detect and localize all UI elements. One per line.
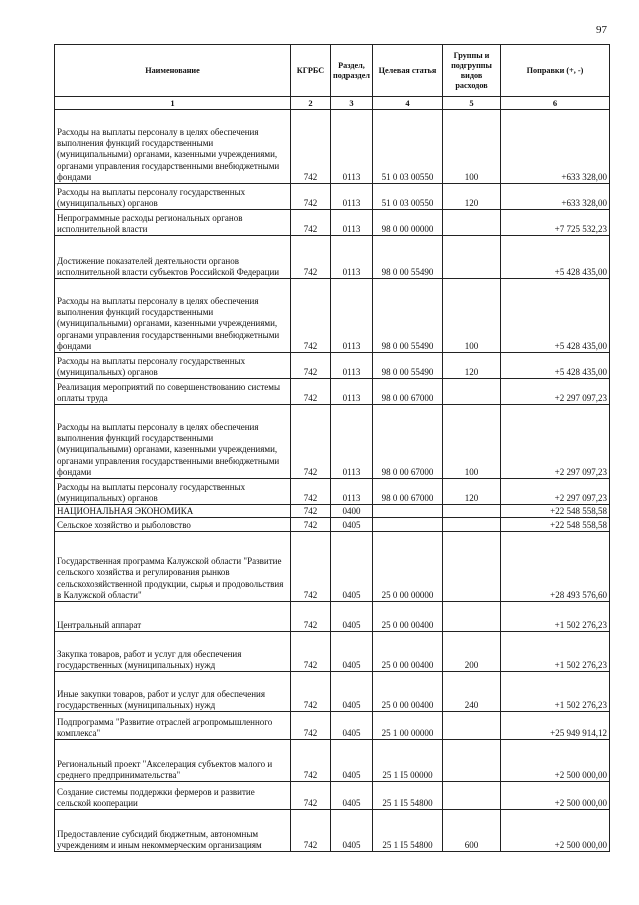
row-section: 0405 bbox=[331, 632, 373, 672]
row-group: 240 bbox=[443, 672, 501, 712]
row-section: 0405 bbox=[331, 782, 373, 810]
row-section: 0405 bbox=[331, 672, 373, 712]
col-number: 3 bbox=[331, 97, 373, 110]
row-target: 25 1 I5 54800 bbox=[373, 810, 443, 852]
row-name: Сельское хозяйство и рыболовство bbox=[55, 518, 291, 532]
col-header-changes: Поправки (+, -) bbox=[501, 45, 610, 97]
row-target bbox=[373, 505, 443, 518]
row-target: 25 1 00 00000 bbox=[373, 712, 443, 740]
row-target: 98 0 00 67000 bbox=[373, 379, 443, 405]
row-name: Расходы на выплаты персоналу государственных (муниципальных) органов bbox=[55, 184, 291, 210]
row-target: 51 0 03 00550 bbox=[373, 110, 443, 184]
row-amount: +633 328,00 bbox=[501, 110, 610, 184]
table-row bbox=[55, 810, 610, 852]
table-row bbox=[55, 602, 610, 632]
row-amount: +22 548 558,58 bbox=[501, 518, 610, 532]
row-name: Региональный проект "Акселерация субъектов малого и среднего предпринимательства" bbox=[55, 740, 291, 782]
row-section: 0113 bbox=[331, 379, 373, 405]
row-section: 0113 bbox=[331, 110, 373, 184]
table-row bbox=[55, 184, 610, 210]
table-row bbox=[55, 279, 610, 353]
row-amount: +7 725 532,23 bbox=[501, 210, 610, 236]
row-amount: +633 328,00 bbox=[501, 184, 610, 210]
row-section: 0113 bbox=[331, 236, 373, 279]
row-target: 25 0 00 00400 bbox=[373, 672, 443, 712]
row-group: 120 bbox=[443, 353, 501, 379]
col-number: 4 bbox=[373, 97, 443, 110]
row-kgrbs: 742 bbox=[291, 740, 331, 782]
row-name: Иные закупки товаров, работ и услуг для обеспечения государственных (муниципальных) нужд bbox=[55, 672, 291, 712]
row-target: 98 0 00 55490 bbox=[373, 279, 443, 353]
row-section: 0405 bbox=[331, 532, 373, 602]
col-header-section: Раздел, подраздел bbox=[331, 45, 373, 97]
row-amount: +2 297 097,23 bbox=[501, 479, 610, 505]
col-header-name: Наименование bbox=[55, 45, 291, 97]
row-kgrbs: 742 bbox=[291, 279, 331, 353]
table-row bbox=[55, 379, 610, 405]
row-kgrbs: 742 bbox=[291, 505, 331, 518]
row-name: Центральный аппарат bbox=[55, 602, 291, 632]
row-target: 98 0 00 00000 bbox=[373, 210, 443, 236]
row-amount: +2 297 097,23 bbox=[501, 379, 610, 405]
table-row bbox=[55, 532, 610, 602]
row-amount: +2 500 000,00 bbox=[501, 810, 610, 852]
row-name: Достижение показателей деятельности органов исполнительной власти субъектов Российской Федерации bbox=[55, 236, 291, 279]
table-row bbox=[55, 353, 610, 379]
row-section: 0113 bbox=[331, 405, 373, 479]
row-group: 120 bbox=[443, 479, 501, 505]
row-kgrbs: 742 bbox=[291, 782, 331, 810]
row-amount: +1 502 276,23 bbox=[501, 632, 610, 672]
row-name: Расходы на выплаты персоналу в целях обеспечения выполнения функций государственными (муниципальными) органами, казенными учреждениями, органами управления государственными внебюджетными фондами bbox=[55, 110, 291, 184]
table-row bbox=[55, 712, 610, 740]
row-name: Реализация мероприятий по совершенствованию системы оплаты труда bbox=[55, 379, 291, 405]
row-amount: +5 428 435,00 bbox=[501, 236, 610, 279]
row-target: 98 0 00 55490 bbox=[373, 353, 443, 379]
col-number: 6 bbox=[501, 97, 610, 110]
row-target bbox=[373, 518, 443, 532]
row-kgrbs: 742 bbox=[291, 532, 331, 602]
row-amount: +2 500 000,00 bbox=[501, 740, 610, 782]
budget-table bbox=[54, 44, 610, 852]
row-section: 0405 bbox=[331, 602, 373, 632]
row-group bbox=[443, 505, 501, 518]
row-name: Предоставление субсидий бюджетным, автономным учреждениям и иным некоммерческим организациям bbox=[55, 810, 291, 852]
col-number: 1 bbox=[55, 97, 291, 110]
row-amount: +1 502 276,23 bbox=[501, 672, 610, 712]
col-header-groups: Группы и подгруппы видов расходов bbox=[443, 45, 501, 97]
col-number: 5 bbox=[443, 97, 501, 110]
table-row bbox=[55, 518, 610, 532]
row-kgrbs: 742 bbox=[291, 518, 331, 532]
row-name: Создание системы поддержки фермеров и развитие сельской кооперации bbox=[55, 782, 291, 810]
row-target: 25 0 00 00000 bbox=[373, 532, 443, 602]
row-kgrbs: 742 bbox=[291, 379, 331, 405]
row-target: 98 0 00 67000 bbox=[373, 479, 443, 505]
row-amount: +28 493 576,60 bbox=[501, 532, 610, 602]
row-section: 0113 bbox=[331, 279, 373, 353]
row-amount: +22 548 558,58 bbox=[501, 505, 610, 518]
row-kgrbs: 742 bbox=[291, 672, 331, 712]
header-row bbox=[55, 45, 610, 97]
row-section: 0113 bbox=[331, 184, 373, 210]
table-row bbox=[55, 632, 610, 672]
row-group bbox=[443, 532, 501, 602]
row-kgrbs: 742 bbox=[291, 210, 331, 236]
column-number-row bbox=[55, 97, 610, 110]
row-target: 51 0 03 00550 bbox=[373, 184, 443, 210]
row-name: Расходы на выплаты персоналу в целях обеспечения выполнения функций государственными (муниципальными) органами, казенными учреждениями, органами управления государственными внебюджетными фондами bbox=[55, 405, 291, 479]
row-name: Расходы на выплаты персоналу государственных (муниципальных) органов bbox=[55, 479, 291, 505]
row-kgrbs: 742 bbox=[291, 712, 331, 740]
row-name: Расходы на выплаты персоналу в целях обеспечения выполнения функций государственными (муниципальными) органами, казенными учреждениями, органами управления государственными внебюджетными фондами bbox=[55, 279, 291, 353]
row-section: 0113 bbox=[331, 353, 373, 379]
row-kgrbs: 742 bbox=[291, 184, 331, 210]
row-target: 25 0 00 00400 bbox=[373, 602, 443, 632]
row-name: Государственная программа Калужской области "Развитие сельского хозяйства и регулирования рынков сельскохозяйственной продукции, сырья и продовольствия в Калужской области" bbox=[55, 532, 291, 602]
row-kgrbs: 742 bbox=[291, 632, 331, 672]
row-section: 0113 bbox=[331, 210, 373, 236]
row-group: 100 bbox=[443, 279, 501, 353]
row-section: 0113 bbox=[331, 479, 373, 505]
row-group bbox=[443, 210, 501, 236]
col-header-kgrbs: КГРБС bbox=[291, 45, 331, 97]
row-amount: +2 500 000,00 bbox=[501, 782, 610, 810]
row-group bbox=[443, 712, 501, 740]
row-amount: +2 297 097,23 bbox=[501, 405, 610, 479]
row-kgrbs: 742 bbox=[291, 110, 331, 184]
row-group bbox=[443, 518, 501, 532]
row-kgrbs: 742 bbox=[291, 602, 331, 632]
page-number: 97 bbox=[596, 24, 607, 36]
table-row bbox=[55, 479, 610, 505]
row-group bbox=[443, 236, 501, 279]
row-amount: +5 428 435,00 bbox=[501, 353, 610, 379]
row-section: 0405 bbox=[331, 740, 373, 782]
row-kgrbs: 742 bbox=[291, 479, 331, 505]
table-row bbox=[55, 740, 610, 782]
row-target: 25 1 I5 00000 bbox=[373, 740, 443, 782]
table-row bbox=[55, 672, 610, 712]
table-row bbox=[55, 505, 610, 518]
table-row bbox=[55, 110, 610, 184]
table-row bbox=[55, 405, 610, 479]
row-group bbox=[443, 782, 501, 810]
table-row bbox=[55, 782, 610, 810]
row-target: 25 1 I5 54800 bbox=[373, 782, 443, 810]
row-section: 0405 bbox=[331, 518, 373, 532]
row-group bbox=[443, 602, 501, 632]
row-section: 0405 bbox=[331, 712, 373, 740]
table-row bbox=[55, 210, 610, 236]
row-section: 0400 bbox=[331, 505, 373, 518]
row-group bbox=[443, 740, 501, 782]
row-group: 600 bbox=[443, 810, 501, 852]
row-amount: +1 502 276,23 bbox=[501, 602, 610, 632]
row-group: 120 bbox=[443, 184, 501, 210]
row-kgrbs: 742 bbox=[291, 236, 331, 279]
row-target: 98 0 00 55490 bbox=[373, 236, 443, 279]
row-section: 0405 bbox=[331, 810, 373, 852]
col-header-target: Целевая статья bbox=[373, 45, 443, 97]
table-row bbox=[55, 236, 610, 279]
row-name: Непрограммные расходы региональных органов исполнительной власти bbox=[55, 210, 291, 236]
row-name: Расходы на выплаты персоналу государственных (муниципальных) органов bbox=[55, 353, 291, 379]
row-amount: +5 428 435,00 bbox=[501, 279, 610, 353]
row-target: 25 0 00 00400 bbox=[373, 632, 443, 672]
row-amount: +25 949 914,12 bbox=[501, 712, 610, 740]
row-group: 100 bbox=[443, 110, 501, 184]
row-target: 98 0 00 67000 bbox=[373, 405, 443, 479]
row-group: 100 bbox=[443, 405, 501, 479]
row-name: Закупка товаров, работ и услуг для обеспечения государственных (муниципальных) нужд bbox=[55, 632, 291, 672]
row-kgrbs: 742 bbox=[291, 810, 331, 852]
row-kgrbs: 742 bbox=[291, 353, 331, 379]
row-name: Подпрограмма "Развитие отраслей агропромышленного комплекса" bbox=[55, 712, 291, 740]
row-kgrbs: 742 bbox=[291, 405, 331, 479]
row-group: 200 bbox=[443, 632, 501, 672]
row-group bbox=[443, 379, 501, 405]
row-name: НАЦИОНАЛЬНАЯ ЭКОНОМИКА bbox=[55, 505, 291, 518]
col-number: 2 bbox=[291, 97, 331, 110]
